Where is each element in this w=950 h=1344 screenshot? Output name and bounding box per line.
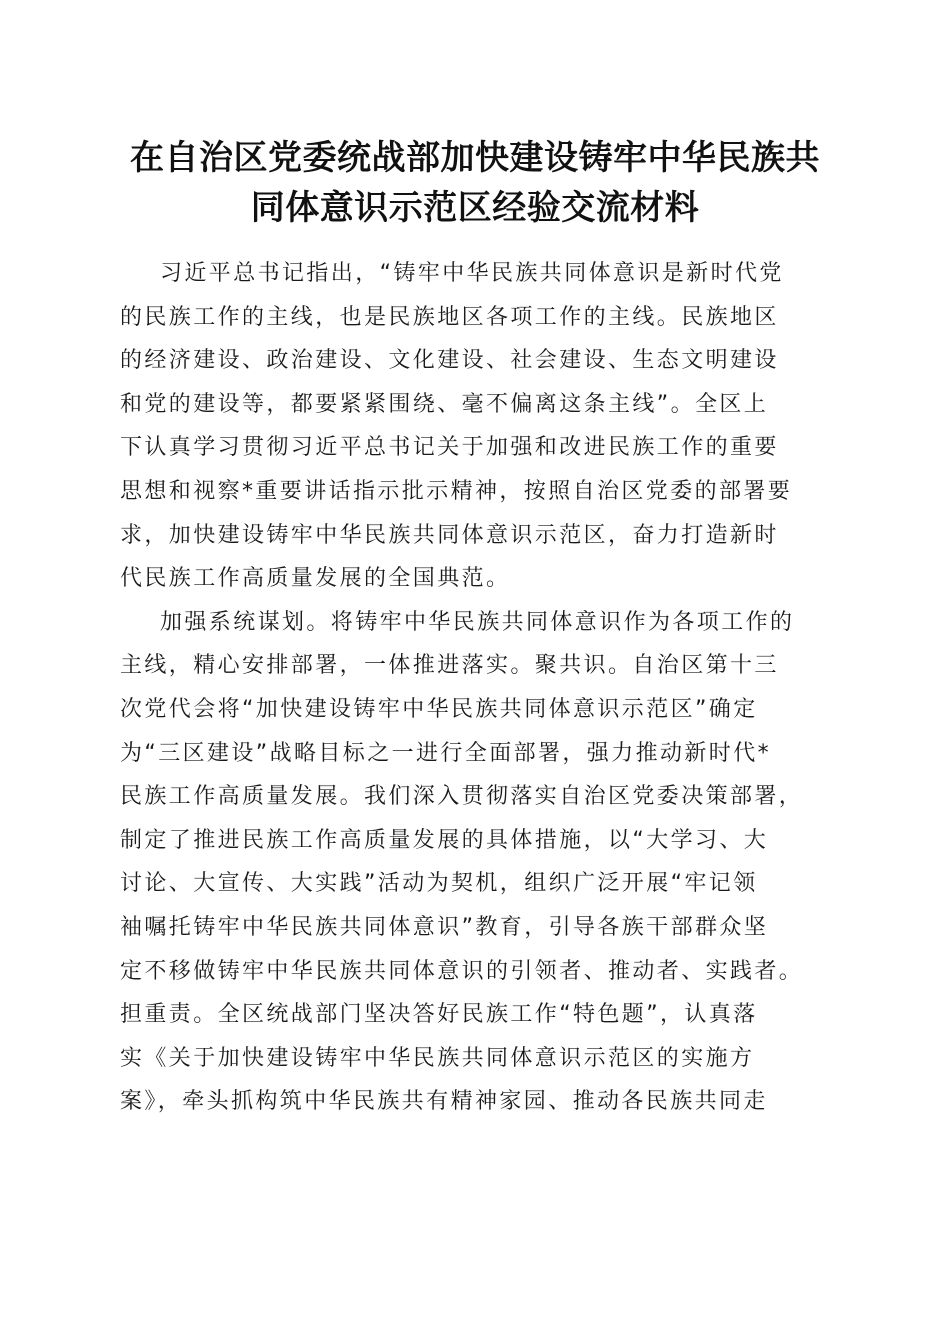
paragraph-line: 和党的建设等，都要紧紧围绕、毫不偏离这条主线”。全区上 <box>120 391 769 417</box>
paragraph-line: 加强系统谋划。将铸牢中华民族共同体意识作为各项工作的 <box>160 609 795 635</box>
document-title <box>100 133 850 233</box>
title-line-2: 同体意识示范区经验交流材料 <box>250 188 700 228</box>
paragraph-line: 下认真学习贯彻习近平总书记关于加强和改进民族工作的重要 <box>120 435 779 461</box>
paragraph-line: 的经济建设、政治建设、文化建设、社会建设、生态文明建设 <box>120 348 779 374</box>
paragraph-2 <box>120 601 832 1124</box>
paragraph-line: 袖嘱托铸牢中华民族共同体意识”教育，引导各族干部群众坚 <box>120 914 769 940</box>
paragraph-line: 求，加快建设铸牢中华民族共同体意识示范区，奋力打造新时 <box>120 522 779 548</box>
paragraph-line: 案》，牵头抓构筑中华民族共有精神家园、推动各民族共同走 <box>120 1089 768 1115</box>
document-body <box>120 252 832 1124</box>
paragraph-line: 民族工作高质量发展。我们深入贯彻落实自治区党委决策部署， <box>120 784 804 810</box>
paragraph-line: 为“三区建设”战略目标之一进行全面部署，强力推动新时代* <box>120 740 771 766</box>
paragraph-line: 习近平总书记指出，“铸牢中华民族共同体意识是新时代党 <box>160 261 784 286</box>
paragraph-line: 实《关于加快建设铸牢中华民族共同体意识示范区的实施方 <box>120 1045 755 1071</box>
paragraph-line: 的民族工作的主线，也是民族地区各项工作的主线。民族地区 <box>120 304 779 330</box>
paragraph-1 <box>120 252 832 601</box>
paragraph-line: 制定了推进民族工作高质量发展的具体措施，以“大学习、大 <box>120 827 769 853</box>
paragraph-line: 次党代会将“加快建设铸牢中华民族共同体意识示范区”确定 <box>120 696 758 722</box>
paragraph-line: 担重责。全区统战部门坚决答好民族工作“特色题”，认真落 <box>120 1002 758 1028</box>
paragraph-line: 代民族工作高质量发展的全国典范。 <box>120 566 511 592</box>
paragraph-line: 思想和视察*重要讲话指示批示精神，按照自治区党委的部署要 <box>120 478 793 504</box>
title-line-1: 在自治区党委统战部加快建设铸牢中华民族共 <box>130 138 820 178</box>
paragraph-line: 主线，精心安排部署，一体推进落实。聚共识。自治区第十三 <box>120 653 779 679</box>
paragraph-line: 讨论、大宣传、大实践”活动为契机，组织广泛开展“牢记领 <box>120 871 758 897</box>
paragraph-line: 定不移做铸牢中华民族共同体意识的引领者、推动者、实践者。 <box>120 958 804 984</box>
